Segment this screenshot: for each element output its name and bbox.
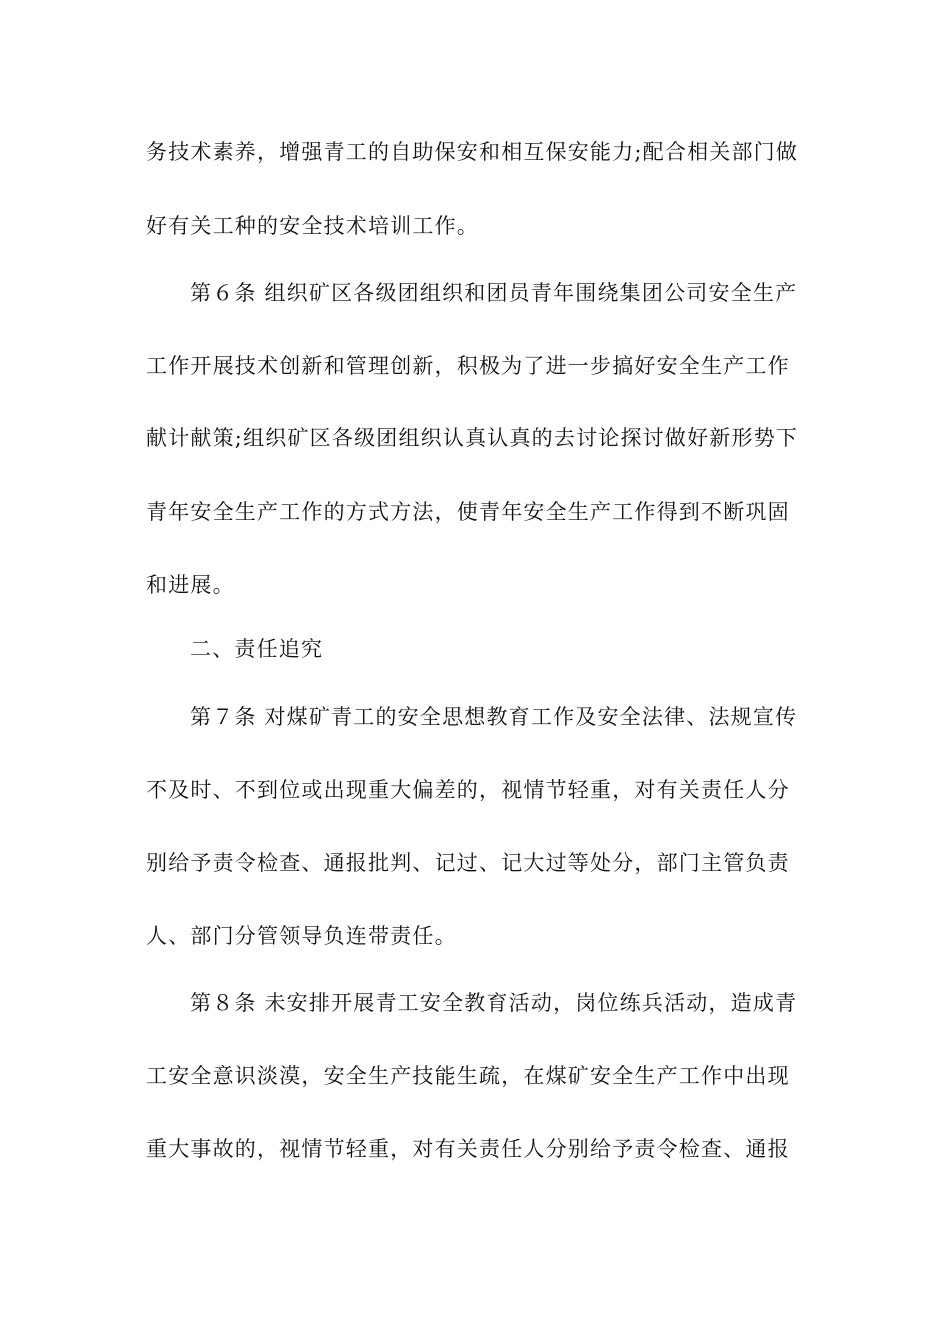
article-7-start: 第７条 对煤矿青工的安全思想教育工作及安全法律、法规宣传 — [190, 705, 798, 729]
body-text-line: 工作开展技术创新和管理创新，积极为了进一步搞好安全生产工作 — [146, 354, 790, 378]
body-text-line: 青年安全生产工作的方式方法，使青年安全生产工作得到不断巩固 — [146, 500, 790, 524]
body-text-line: 好有关工种的安全技术培训工作。 — [146, 214, 479, 238]
body-text-line: 人、部门分管领导负连带责任。 — [146, 924, 457, 948]
body-text-line: 重大事故的，视情节轻重，对有关责任人分别给予责令检查、通报 — [146, 1137, 790, 1161]
body-text-line: 不及时、不到位或出现重大偏差的，视情节轻重，对有关责任人分 — [146, 778, 790, 802]
body-text-line: 献计献策;组织矿区各级团组织认真认真的去讨论探讨做好新形势下 — [146, 426, 799, 450]
body-text-line: 务技术素养，增强青工的自助保安和相互保安能力;配合相关部门做 — [146, 140, 799, 164]
body-text-line: 别给予责令检查、通报批判、记过、记大过等处分，部门主管负责 — [146, 851, 790, 875]
article-6-start: 第６条 组织矿区各级团组织和团员青年围绕集团公司安全生产 — [190, 281, 798, 305]
body-text-line: 工安全意识淡漠，安全生产技能生疏，在煤矿安全生产工作中出现 — [146, 1064, 790, 1088]
article-8-start: 第８条 未安排开展青工安全教育活动，岗位练兵活动，造成青 — [190, 991, 798, 1015]
body-text-line: 和进展。 — [146, 573, 235, 597]
section-heading: 二、责任追究 — [190, 637, 324, 661]
